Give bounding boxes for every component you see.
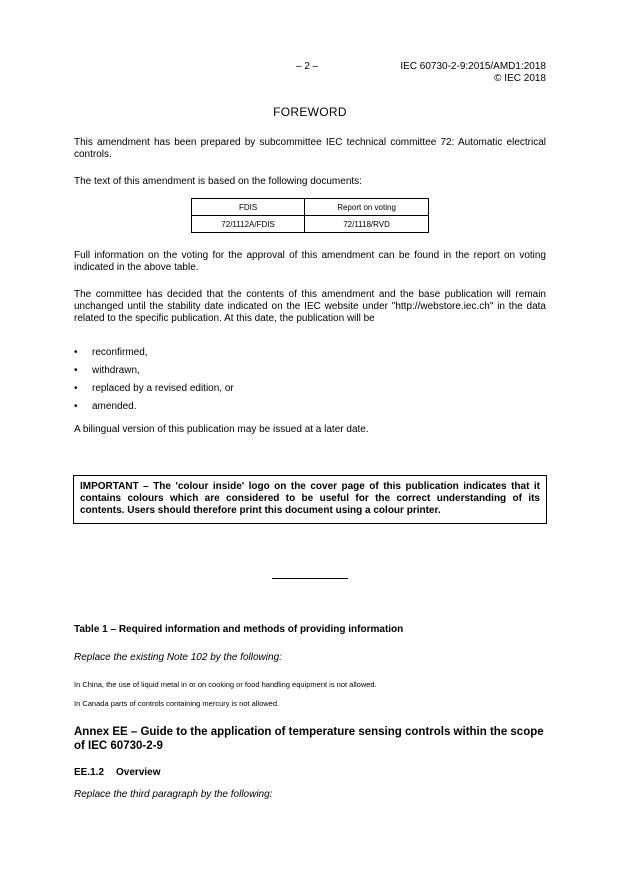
section-divider	[272, 578, 348, 579]
list-item: • withdrawn,	[74, 365, 234, 383]
table-header-cell: FDIS	[192, 199, 305, 216]
foreword-intro: This amendment has been prepared by subcommittee IEC technical committee 72: Automatic electrical controls.	[74, 137, 546, 160]
reference-number: IEC 60730-2-9:2015/AMD1:2018	[400, 61, 546, 72]
table-row	[192, 216, 429, 233]
committee-decision: The committee has decided that the contents of this amendment and the base publication will remain unchanged until the stability date indicated on the IEC website under "http://webstore.iec.ch" in the data related to the specific publication. At this date, the publication will be	[74, 289, 546, 324]
note-china: In China, the use of liquid metal in or on cooking or food handling equipment is not allowed.	[74, 680, 377, 689]
annex-instruction: Replace the third paragraph by the following:	[74, 789, 273, 800]
note-canada: In Canada parts of controls containing mercury is not allowed.	[74, 699, 280, 708]
section-number: EE.1.2	[74, 767, 105, 778]
section-heading	[74, 767, 161, 778]
list-item: • amended.	[74, 401, 234, 419]
publication-options-list	[74, 347, 234, 419]
page-number: – 2 –	[296, 61, 319, 72]
table-cell: 72/1112A/FDIS	[192, 216, 305, 233]
table-cell: 72/1118/RVD	[305, 216, 429, 233]
annex-heading: Annex EE – Guide to the application of temperature sensing controls within the scope of IEC 60730-2-9	[74, 726, 544, 752]
section-title: Overview	[116, 767, 161, 778]
copyright-notice: © IEC 2018	[494, 73, 546, 84]
voting-info: Full information on the voting for the approval of this amendment can be found in the report on voting indicated in the above table.	[74, 250, 546, 273]
table1-heading: Table 1 – Required information and methods of providing information	[74, 624, 404, 635]
foreword-title: FOREWORD	[273, 105, 347, 119]
documents-table	[191, 198, 429, 233]
list-item: • replaced by a revised edition, or	[74, 383, 234, 401]
table1-instruction: Replace the existing Note 102 by the following:	[74, 652, 282, 663]
bilingual-note: A bilingual version of this publication may be issued at a later date.	[74, 424, 369, 435]
list-item: • reconfirmed,	[74, 347, 234, 365]
table-header-cell: Report on voting	[305, 199, 429, 216]
table-header-row	[192, 199, 429, 216]
document-reference	[400, 61, 546, 85]
important-notice-box: IMPORTANT – The 'colour inside' logo on the cover page of this publication indicates that it contains colours which are considered to be useful for the correct understanding of its contents. Users should therefore print this document using a colour printer.	[73, 475, 547, 524]
foreword-based-on: The text of this amendment is based on the following documents:	[74, 176, 362, 187]
